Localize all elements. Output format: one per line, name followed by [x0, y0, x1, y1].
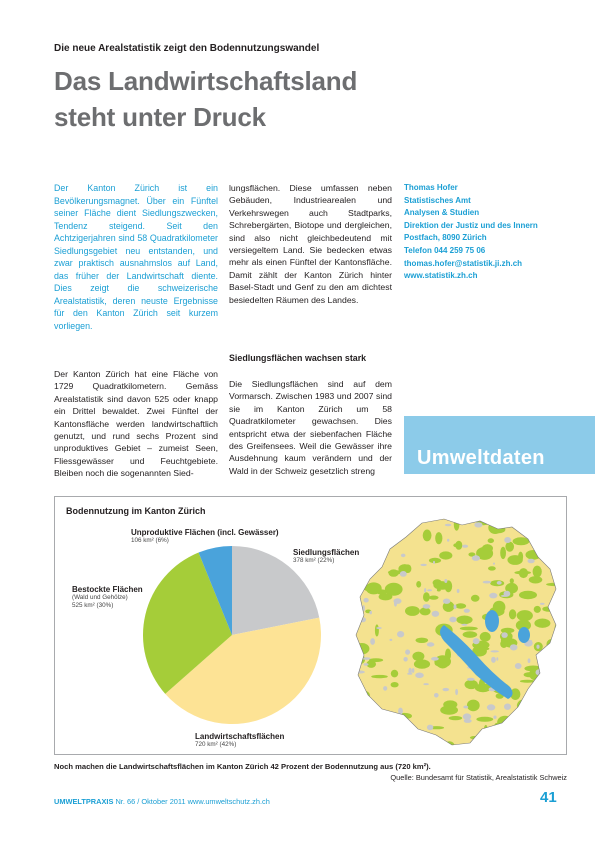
map-forest-patch	[484, 725, 488, 737]
map-forest-patch	[476, 717, 493, 722]
map-forest-patch	[369, 658, 383, 662]
map-settlement-patch	[423, 604, 431, 609]
figure-source: Quelle: Bundesamt für Statistik, Arealstatistik Schweiz	[390, 773, 567, 782]
map-settlement-patch	[390, 639, 393, 641]
label-settlement-value: 378 km² (22%)	[293, 557, 335, 564]
map-forest-patch	[538, 527, 547, 533]
map-settlement-patch	[523, 519, 531, 525]
map-forest-patch	[509, 734, 520, 739]
label-unproductive-value: 106 km² (6%)	[131, 537, 169, 544]
map-forest-patch	[555, 566, 562, 570]
map-settlement-patch	[397, 631, 404, 637]
map-forest-patch	[507, 555, 522, 565]
map-settlement-patch	[491, 657, 496, 663]
map-forest-patch	[455, 603, 466, 608]
map-settlement-patch	[548, 685, 554, 690]
map-settlement-patch	[352, 685, 355, 688]
map-settlement-patch	[536, 645, 539, 649]
map-settlement-patch	[427, 642, 435, 646]
map-forest-patch	[533, 566, 542, 578]
map-forest-patch	[352, 703, 363, 714]
map-settlement-patch	[353, 565, 355, 569]
map-settlement-patch	[374, 556, 378, 558]
map-forest-patch	[554, 610, 562, 621]
map-settlement-patch	[445, 524, 452, 526]
author-directorate: Direktion der Justiz und des Innern	[404, 220, 538, 230]
map-settlement-patch	[463, 713, 471, 720]
footer-issue: Nr. 66 / Oktober 2011	[115, 797, 186, 806]
map-forest-patch	[372, 562, 382, 567]
map-settlement-patch	[493, 716, 496, 719]
map-settlement-patch	[361, 689, 366, 694]
map-forest-patch	[486, 729, 497, 734]
map-forest-patch	[506, 519, 514, 527]
map-forest-patch	[542, 606, 556, 612]
map-settlement-patch	[380, 725, 385, 730]
map-settlement-patch	[462, 545, 468, 548]
map-forest-patch	[414, 659, 430, 668]
map-forest-patch	[362, 517, 375, 520]
map-forest-patch	[420, 607, 431, 615]
map-settlement-patch	[432, 611, 440, 617]
map-settlement-patch	[554, 612, 559, 614]
map-forest-patch	[416, 638, 429, 643]
map-settlement-patch	[354, 566, 359, 573]
map-settlement-patch	[376, 627, 382, 629]
map-settlement-patch	[463, 706, 468, 709]
map-settlement-patch	[363, 598, 368, 603]
map-settlement-patch	[534, 527, 538, 532]
map-forest-patch	[375, 624, 379, 636]
author-address: Postfach, 8090 Zürich	[404, 233, 487, 243]
map-forest-patch	[516, 715, 522, 726]
map-settlement-patch	[395, 737, 398, 740]
author-dept: Analysen & Studien	[404, 208, 480, 218]
map-settlement-patch	[447, 539, 449, 542]
body-column-3: Die Siedlungsflächen sind auf dem Vormarsch. Zwischen 1983 und 2007 sind sie im Kanton Zürich um 58 Quadratkilometer gewachsen. Dies entspricht etwa der siebenfachen Fläche des Greifensees. Weil die Gewässer ihre Ausdehnung kaum verändern und der Wald in der Schweiz gesetzlich streng	[229, 379, 392, 476]
author-name: Thomas Hofer	[404, 183, 458, 192]
figure-caption: Noch machen die Landwirtschaftsflächen im Kanton Zürich 42 Prozent der Bodennutzung aus (720 km²).	[54, 762, 431, 771]
map-settlement-patch	[431, 657, 439, 661]
map-settlement-patch	[493, 563, 495, 565]
label-settlement	[293, 548, 359, 565]
map-forest-patch	[352, 552, 366, 563]
subheading: Siedlungsflächen wachsen stark	[229, 353, 367, 363]
label-settlement-name: Siedlungsflächen	[293, 548, 360, 557]
map-forest-patch	[539, 725, 548, 731]
map-forest-patch	[479, 647, 489, 650]
map-settlement-patch	[501, 632, 507, 638]
map-settlement-patch	[424, 740, 431, 747]
map-settlement-patch	[415, 673, 424, 679]
map-forest-patch	[358, 569, 365, 572]
map-forest-patch	[467, 700, 480, 712]
map-settlement-patch	[370, 638, 375, 645]
lead-paragraph: Der Kanton Zürich ist ein Bevölkerungsmagnet. Über ein Fünftel seiner Fläche dient Siedlungszwecken, Tendenz steigend. Seit den Achtzigerjahren sind 58 Quadratkilometer Siedlungsgebiet neu entstanden, und zwar praktisch ausnahmslos auf Land, das früher der Landwirtschaft diente. Dies zeigt die schweizerische Arealstatistik, deren neuste Ergebnisse für den Kanton Zürich seit kurzem vorliegen.	[54, 183, 218, 331]
map-settlement-patch	[443, 688, 450, 691]
map-settlement-patch	[427, 589, 432, 591]
label-unproductive-name: Unproduktive Flächen (incl. Gewässer)	[131, 528, 279, 537]
map-forest-patch	[546, 518, 561, 527]
map-forest-patch	[429, 558, 441, 563]
map-forest-patch	[386, 737, 398, 747]
map-forest-patch	[355, 709, 361, 714]
map-settlement-patch	[420, 564, 426, 566]
map-forest-patch	[517, 610, 533, 621]
map-forest-patch	[435, 660, 440, 666]
map-settlement-patch	[510, 644, 518, 650]
footer-magazine: UMWELTPRAXIS	[54, 797, 114, 806]
map-settlement-patch	[436, 737, 444, 744]
map-settlement-patch	[383, 686, 387, 691]
map-forest-patch	[507, 736, 521, 745]
map-settlement-patch	[405, 525, 413, 529]
map-forest-patch	[376, 523, 380, 534]
map-forest-patch	[534, 619, 550, 628]
label-agriculture-value: 720 km² (42%)	[195, 741, 237, 748]
map-settlement-patch	[483, 581, 492, 584]
map-forest-patch	[391, 670, 398, 678]
map-settlement-patch	[555, 669, 560, 673]
footer-url[interactable]: www.umweltschutz.zh.ch	[187, 797, 270, 806]
map-settlement-patch	[490, 650, 499, 652]
map-settlement-patch	[412, 668, 415, 673]
map-forest-patch	[423, 530, 432, 542]
map-settlement-patch	[548, 675, 551, 679]
label-forest-name: Bestockte Flächen	[72, 585, 143, 594]
map-settlement-patch	[443, 599, 450, 604]
article-kicker: Die neue Arealstatistik zeigt den Bodennutzungswandel	[54, 43, 320, 54]
map-forest-patch	[384, 530, 392, 539]
map-forest-patch	[554, 561, 562, 568]
map-settlement-patch	[454, 605, 457, 609]
map-settlement-patch	[537, 544, 541, 550]
map-forest-patch	[519, 737, 525, 749]
map-forest-patch	[456, 616, 472, 625]
map-settlement-patch	[367, 536, 372, 543]
map-settlement-patch	[496, 657, 498, 660]
map-settlement-patch	[352, 636, 353, 640]
map-settlement-patch	[433, 561, 435, 564]
map-settlement-patch	[528, 658, 531, 663]
map-settlement-patch	[528, 559, 535, 564]
map-forest-patch	[364, 584, 377, 591]
map-forest-patch	[548, 677, 554, 681]
map-settlement-patch	[473, 638, 480, 644]
map-settlement-patch	[455, 689, 458, 695]
map-forest-patch	[361, 523, 366, 532]
label-forest-value: 525 km² (30%)	[72, 602, 114, 609]
map-forest-patch	[548, 698, 561, 707]
map-forest-patch	[453, 543, 458, 547]
body-column-2: lungsflächen. Diese umfassen neben Gebäuden, Industriearealen und Verkehrswegen auch Stadtparks, Schrebergärten, Biotope und dergleichen, sind also nicht gleichbedeutend mit versiegeltem Land. Sie bedecken etwas mehr als einen Fünftel der Kantonsfläche. Damit zählt der Kanton Zürich hinter Basel-Stadt und Genf zu den am dichtest besiedelten Räumen des Landes.	[229, 183, 392, 305]
map-settlement-patch	[393, 522, 396, 527]
section-banner-label: Umweltdaten	[417, 447, 545, 469]
map-settlement-patch	[550, 523, 553, 529]
map-forest-patch	[530, 701, 537, 710]
map-forest-patch	[519, 591, 537, 599]
map-forest-patch	[497, 716, 513, 729]
page-number: 41	[540, 789, 557, 806]
map-forest-patch	[416, 581, 421, 588]
map-settlement-patch	[354, 645, 356, 650]
author-office: Statistisches Amt	[404, 195, 471, 205]
map-settlement-patch	[493, 739, 501, 745]
map-forest-patch	[480, 632, 491, 642]
map-settlement-patch	[467, 678, 475, 681]
map-settlement-patch	[423, 683, 428, 685]
map-forest-patch	[379, 593, 393, 600]
map-forest-patch	[435, 532, 442, 544]
map-forest-patch	[405, 606, 420, 616]
author-email[interactable]: thomas.hofer@statistik.ji.zh.ch	[404, 258, 523, 268]
map-forest-patch	[536, 703, 545, 713]
map-settlement-patch	[400, 571, 407, 577]
map-settlement-patch	[543, 517, 552, 522]
map-settlement-patch	[424, 588, 426, 592]
author-phone: Telefon 044 259 75 06	[404, 245, 486, 255]
map-forest-patch	[502, 723, 507, 727]
map-forest-patch	[541, 716, 558, 722]
map-settlement-patch	[553, 550, 559, 555]
map-forest-patch	[454, 519, 460, 531]
map-settlement-patch	[515, 663, 522, 669]
map-forest-patch	[433, 579, 442, 586]
page-footer	[54, 797, 270, 806]
map-forest-patch	[534, 606, 541, 613]
map-forest-patch	[449, 716, 463, 720]
map-settlement-patch	[362, 657, 370, 660]
map-settlement-patch	[457, 589, 460, 593]
map-settlement-patch	[364, 663, 369, 666]
map-forest-patch	[379, 526, 390, 533]
map-settlement-patch	[356, 709, 364, 713]
map-settlement-patch	[550, 724, 557, 729]
lake-pfaeffikersee	[518, 627, 530, 643]
body-column-1: Der Kanton Zürich hat eine Fläche von 1729 Quadratkilometern. Gemäss Arealstatistik sind davon 525 oder knapp ein Drittel bewaldet. Zwei Fünftel der Kantonsfläche werden landwirtschaftlich genutzt, und rund sechs Prozent sind unproduktives Gebiet – zumeist Seen, Fliessgewässer und Feuchtgebiete. Bleiben noch die sogenannten Sied-	[54, 369, 218, 479]
map-settlement-patch	[556, 574, 562, 577]
map-settlement-patch	[444, 579, 447, 583]
label-forest	[72, 585, 143, 610]
map-settlement-patch	[375, 727, 382, 733]
label-forest-sublabel: (Wald und Gehölze)	[72, 594, 128, 601]
map-forest-patch	[429, 596, 439, 600]
map-settlement-patch	[398, 737, 406, 743]
map-settlement-patch	[461, 624, 467, 626]
map-forest-patch	[440, 705, 458, 714]
label-agriculture-name: Landwirtschaftsflächen	[195, 732, 285, 741]
map-forest-patch	[497, 725, 513, 730]
map-forest-patch	[520, 680, 535, 683]
map-forest-patch	[509, 609, 516, 619]
chart-title: Bodennutzung im Kanton Zürich	[66, 506, 206, 516]
label-agriculture	[195, 732, 284, 749]
map-settlement-patch	[369, 611, 372, 615]
map-forest-patch	[549, 532, 556, 535]
lake-greifensee	[485, 610, 499, 632]
map-forest-patch	[530, 718, 546, 730]
map-forest-patch	[471, 595, 480, 602]
map-forest-patch	[500, 547, 506, 559]
map-forest-patch	[529, 711, 547, 724]
map-forest-patch	[389, 569, 399, 576]
map-settlement-patch	[434, 693, 439, 698]
map-forest-patch	[502, 730, 514, 739]
map-forest-patch	[356, 690, 370, 700]
map-forest-patch	[538, 698, 551, 708]
map-forest-patch	[391, 682, 399, 687]
map-settlement-patch	[497, 581, 502, 585]
map-settlement-patch	[356, 671, 365, 674]
map-settlement-patch	[550, 668, 557, 674]
map-settlement-patch	[367, 539, 374, 544]
map-settlement-patch	[464, 609, 470, 613]
map-forest-patch	[510, 578, 514, 583]
label-unproductive	[131, 528, 279, 545]
map-settlement-patch	[378, 543, 383, 545]
map-forest-patch	[543, 700, 549, 708]
map-settlement-patch	[472, 555, 480, 561]
map-settlement-patch	[474, 522, 482, 527]
map-forest-patch	[488, 566, 496, 570]
map-forest-patch	[514, 571, 531, 575]
map-forest-patch	[470, 736, 478, 739]
map-settlement-patch	[504, 537, 511, 543]
map-forest-patch	[437, 589, 441, 592]
map-forest-patch	[388, 520, 399, 529]
map-settlement-patch	[487, 704, 495, 710]
map-forest-patch	[352, 728, 356, 733]
map-forest-patch	[529, 576, 543, 583]
map-settlement-patch	[504, 591, 511, 597]
map-forest-patch	[366, 541, 371, 544]
map-settlement-patch	[408, 668, 411, 675]
author-website[interactable]: www.statistik.zh.ch	[404, 271, 478, 281]
map-forest-patch	[423, 592, 430, 601]
map-settlement-patch	[542, 520, 550, 523]
map-forest-patch	[439, 551, 452, 559]
map-settlement-patch	[449, 617, 456, 623]
land-use-map	[352, 517, 562, 749]
map-forest-patch	[539, 672, 552, 681]
map-forest-patch	[505, 542, 514, 552]
map-settlement-patch	[368, 538, 370, 543]
map-settlement-patch	[427, 725, 433, 731]
map-settlement-patch	[541, 684, 548, 690]
map-forest-patch	[352, 546, 357, 549]
title-line-2: steht unter Druck	[54, 102, 266, 132]
map-forest-patch	[524, 672, 536, 677]
map-settlement-patch	[377, 535, 379, 540]
map-settlement-patch	[489, 593, 497, 599]
map-settlement-patch	[504, 704, 511, 710]
map-settlement-patch	[540, 603, 545, 605]
map-forest-patch	[463, 631, 478, 638]
map-forest-patch	[369, 709, 377, 715]
map-forest-patch	[460, 627, 478, 631]
title-line-1: Das Landwirtschaftsland	[54, 66, 358, 96]
map-forest-patch	[550, 527, 555, 533]
map-forest-patch	[516, 725, 533, 735]
map-settlement-patch	[401, 554, 406, 558]
map-forest-patch	[488, 538, 494, 543]
map-settlement-patch	[405, 649, 410, 654]
map-forest-patch	[527, 524, 542, 530]
map-settlement-patch	[394, 598, 402, 604]
map-forest-patch	[371, 675, 388, 678]
map-settlement-patch	[403, 657, 407, 662]
map-forest-patch	[354, 643, 369, 654]
